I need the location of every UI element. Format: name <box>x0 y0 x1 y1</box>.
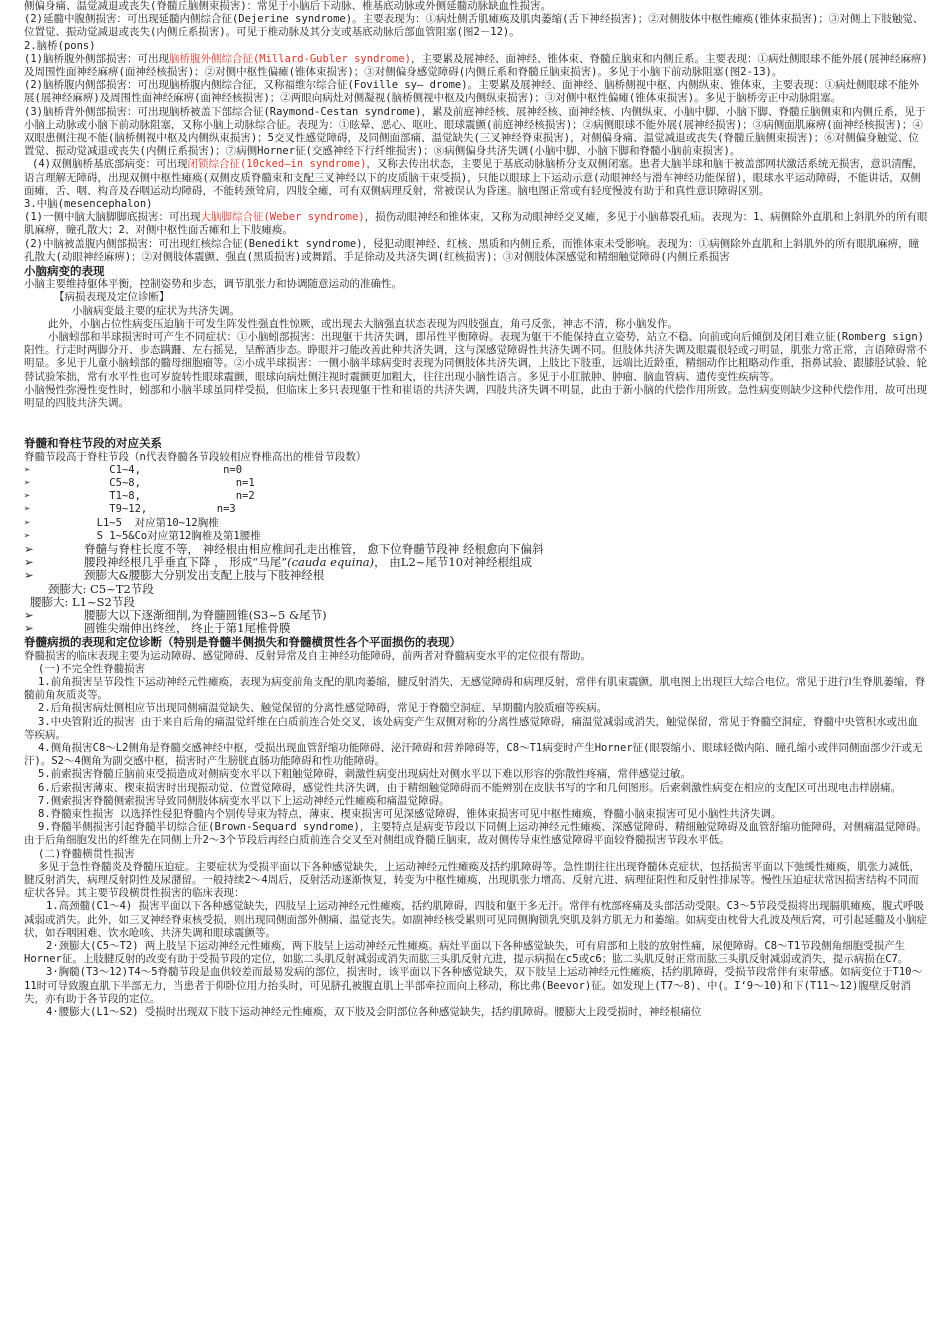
arrow-bullet-icon: ➢ <box>24 607 34 622</box>
text: (1)一侧中脑大脑脚脚底损害：可出现 <box>24 211 201 224</box>
numbered-paragraph: 2·颈膨大(C5～T2) 两上肢呈下运动神经元性瘫痪，两下肢呈上运动神经元性瘫痪。病灶平面以下各种感觉缺失，可有肩部和上肢的放射性痛，尿便障碍。C8～T1节段侧角细胞受损产生Horner征。上肢腱反射的改变有助于受损节段的定位，如肱二头肌反射减弱或消失而肱三头肌反射亢进，提示病损在c5或c6；肱二头肌反射正常而肱三头肌反射减弱或消失，提示病损在C7。 <box>24 940 909 966</box>
paragraph: (3)脑桥背外侧部损害：可出现脑桥被盖下部综合征(Raymond-Cestan syndrome)，累及前庭神经核、展神经核、面神经核、内侧纵束、小脑中脚、小脑下脚、脊髓丘脑侧束和内侧丘系，见于小脑上动脉或小脑下前动脉阻塞，又称小脑上动脉综合征。表现为：①眩晕、恶心、呕吐、眼球震颤(前庭神经核损害)；②病侧眼球不能外展(展神经损害)；③病侧面肌麻痹(面神经核损害)；④双眼患侧注视不能(脑桥侧视中枢及内侧纵束损害)；5交叉性感觉障碍，及同侧面部痛、温觉缺失(三叉神经脊束损害)，对侧偏身痛、温觉减退或丧失(脊髓丘脑侧束损害)；⑥对侧偏身触觉、位置觉、振动觉减退或丧失(内侧丘系损害)；⑦病侧Horner征(交感神经下行纤维损害)；⑧病侧偏身共济失调(小脑中脚、小脑下脚和脊髓小脑前束损害)。 <box>24 105 926 158</box>
paragraph <box>24 211 928 237</box>
paragraph: 多见于急性脊髓炎及脊髓压迫症。主要症状为受损平面以下各种感觉缺失，上运动神经元性瘫痪及括约肌障碍等。急性期往往出现脊髓休克症状，包括损害平面以下弛缓性瘫痪，肌张力减低，腱反射消失，病理反射阴性及尿潴留。一般持续2～4周后，反射活动逐渐恢复，转变为中枢性瘫痪，出现肌张力增高、反射亢进、病理征阳性和反射性排尿等。慢性压迫症状常因损害结构不同而症状各异。其主要节段横贯性损害的临床表现： <box>24 860 920 900</box>
arrow-bullet-icon: ➢ <box>24 503 31 516</box>
numbered-paragraph: 3·胸髓(T3～12)T4～5脊髓节段是血供较差而最易发病的部位，损害时，该平面以下各种感觉缺失，双下肢呈上运动神经元性瘫痪，括约肌障碍，受损节段常伴有束带感。如病变位于T10～11时可导致腹直肌下半部无力，当患者于仰卧位用力抬头时，可见脐孔被腹直肌上半部牵拉而向上移动，称比弗(Beevor)征。如发现上(T7～8)、中(。I‘9～10)和下(T11～12)腹壁反射消失，亦有助于各节段的定位。 <box>24 966 922 1005</box>
segment-n: n=1 <box>235 476 255 489</box>
segment-text: S 1~5&Co对应第12胸椎及第1腰椎 <box>96 529 261 542</box>
numbered-paragraph: 4·腰膨大(L1～S2) 受损时出现双下肢下运动神经元性瘫痪，双下肢及会阴部位各种感觉缺失，括约肌障碍。腰膨大上段受损时，神经根痛位 <box>46 1006 702 1019</box>
segment-text: L1~5 对应第10~12胸椎 <box>96 516 219 529</box>
section-heading: 3.中脑(mesencephalon) <box>24 198 153 211</box>
segment-label: T1~8, <box>109 490 141 503</box>
numbered-paragraph: 2.后角损害病灶侧相应节出现同侧痛温觉缺失、触觉保留的分离性感觉障碍，常见于脊髓空洞症、早期髓内胶质瘤等疾病。 <box>38 702 608 715</box>
paragraph: 小脑慢性弥漫性变性时，蚓部和小脑半球虽同样受损，但临床上多只表现躯干性和崔语的共济失调，四肢共济失调不明显，此由于新小脑的代偿作用所致。急性病变则缺少这种代偿作用，故可出现明显的四肢共济失调。 <box>24 383 927 410</box>
sub-heading: 【病损表现及定位诊断】 <box>54 291 170 304</box>
text: 脊髓与脊柱长度不等， 神经根由相应椎间孔走出椎管， 愈下位脊髓节段神 经根愈向下偏斜 <box>84 541 544 556</box>
numbered-paragraph: 5.前索损害脊髓丘脑前束受损造成对侧病变水平以下粗触觉障碍，刺激性病变出现病灶对侧水平以下难以形容的弥散性疼痛，常伴感觉过敏。 <box>38 768 692 781</box>
segment-n: n=3 <box>216 503 236 516</box>
paragraph: 小脑主要维持躯体平衡，控制姿势和步态，调节肌张力和协调随意运动的准确性。 <box>24 278 402 291</box>
highlight-term: 脑桥腹外侧综合征(Millard-Gubler syndrome) <box>168 52 412 65</box>
paragraph: 此外，小脑占位性病变压迫脑干可发生阵发性强直性惊厥，或出现去大脑强直状态表现为四肢强直，角弓反张，神志不清，称小脑发作。 <box>48 317 678 330</box>
text: 腰膨大以下逐渐细削,为脊髓圆锥(S3~5 &尾节) <box>84 607 327 622</box>
arrow-bullet-icon: ➢ <box>24 529 31 542</box>
numbered-paragraph: 7.侧索损害脊髓侧索损害导致同侧肢体病变水平以下上运动神经元性瘫痪和痛温觉障碍。 <box>38 794 450 807</box>
highlight-term: 大脑脚综合征(Weber syndrome) <box>200 211 365 224</box>
enlargement-line: 腰膨大: L1~S2节段 <box>30 594 135 609</box>
paragraph: (2)中脑被盖腹内侧部损害：可出现红核综合征(Benedikt syndrome)，侵犯动眼神经、红核、黑质和内侧丘系，而锥体束未受影响。表现为：①病侧除外直肌和上斜肌外的所有眼肌麻痹，瞳孔散大(动眼神经麻痹)；②对侧肢体震颤、强直(黑质损害)或舞蹈、手足徐动及共济失调(红核损害)；③对侧肢体深感觉和精细触觉障碍(内侧丘系损害 <box>24 237 920 263</box>
numbered-paragraph: 1.前角损害呈节段性下运动神经元性瘫痪，表现为病变前角支配的肌肉萎缩，腱反射消失，无感觉障碍和病理反射，常伴有肌束震颤，肌电图上出现巨大综合电位。常见于进行Ⅰ生脊肌萎缩，脊髓前角灰质炎等。 <box>24 675 926 702</box>
numbered-paragraph: 4.侧角损害C8～L2侧角是脊髓交感神经中枢，受损出现血管舒缩功能障碍、泌汗障碍和营养障碍等，C8～T1病变时产生Horner征(眼裂缩小、眼球轻微内陷、瞳孔缩小或伴同侧面部少汗或无汗)。S2～4侧角为副交感中枢，损害时产生膀胱直肠功能障碍和性功能障碍。 <box>24 741 923 768</box>
paragraph: 脊髓损害的临床表现主要为运动障碍、感觉障碍、反射异常及自主神经功能障碍，前两者对脊髓病变水平的定位很有帮助。 <box>24 649 591 662</box>
numbered-paragraph: 6.后索损害薄束、楔束损害时出现振动觉、位置觉障碍，感觉性共济失调，由于精细触觉障碍而不能辨别在皮肤书写的字和几何图形。后索刺激性病变在相应的支配区可出现电击样剧痛。 <box>38 781 902 794</box>
paragraph: 小脑蚓部和半球损害时可产生不同症状：①小脑蚓部损害：出现躯干共济失调，即吊性平衡障碍。表现为躯干不能保持直立姿势，站立不稳、向前或向后倾倒及闭目难立征(Romberg sign)阳性。行走时两脚分开、步态蹒跚、左右摇晃，呈醉酒步态。睁眼并刁能改善此种共济失调，这与深感觉障碍性共济失调不同。但肢体共济失调及眼震很轻或刁明显，肌张力常正常，言语障碍常不明显。多见于儿童小脑蚓部的髓母细胞瘤等。②小成半球损害：一侧小脑半球病变时表现为同侧肢体共济失调，上肢比下肢重，远端比近龄重，精细动作比粗略动作重，指鼻试验、跟膝胫试验、轮替试验笨拙，常有水平性也可岁旋转性眼球震颤，眼球向病灶侧注视时震颤更加粗大，往往出现小脑性语言。多见于小肛脓肿、肿瘤、脑血管病、遗传变性疾病等。 <box>24 331 927 383</box>
arrow-bullet-icon: ➢ <box>24 555 34 570</box>
list-item <box>24 517 928 530</box>
arrow-bullet-icon: ➢ <box>24 568 34 583</box>
paragraph: (2)延髓中腹侧损害：可出现延髓内侧综合征(Dejerine syndrome)。主要表现为：①病灶侧舌肌瘫痪及肌肉萎缩(舌下神经损害)；②对侧肢体中枢性瘫痪(锥体束损害)；③对侧上下肢触觉、位置觉、振动觉减退或丧失(内侧丘系损害)。可见于椎动脉及其分支或基底动脉后部血管阻塞(图2－12)。 <box>24 13 924 39</box>
paragraph <box>24 158 928 198</box>
text: ，主要累及展神经、面神经、锥体束、脊髓丘脑束和内侧丘系。主要表现：①病灶侧眼球不能外展(展神经麻痹)及周围性面神经麻痹(面神经核损害)；②对侧中枢性偏瘫(锥体束损害)；③对侧偏身感觉障碍(内侧丘系和脊髓丘脑束损害)。多见于小脑下前动脉阻塞(图2-13)。 <box>24 52 928 79</box>
arrow-bullet-icon: ➢ <box>24 463 31 476</box>
list-item <box>24 622 928 635</box>
paragraph <box>24 53 928 79</box>
list-item <box>24 464 928 477</box>
section-title: 脊髓和脊柱节段的对应关系 <box>24 436 162 451</box>
paragraph: 小脑病变最主要的症状为共济失调。 <box>72 304 240 317</box>
segment-list <box>24 464 928 636</box>
latin-term: (cauda equina) <box>287 555 375 570</box>
section-title: 脊髓病损的表现和定位诊断（特别是脊髓半侧损失和脊髓横贯性各个平面损伤的表现） <box>24 635 461 650</box>
text: ， 由L2~尾节10对神经根组成 <box>374 555 533 570</box>
paragraph: 脊髓节段高于脊柱节段（n代表脊髓各节段较相应脊椎高出的椎骨节段数） <box>24 450 367 463</box>
arrow-bullet-icon: ➢ <box>24 476 31 489</box>
text: (1)脑桥腹外侧部损害：可出现 <box>24 52 169 65</box>
numbered-paragraph: 3.中央管附近的损害 由于来自后角的痛温觉纤维在白质前连合处交叉，该处病变产生双侧对称的分离性感觉障碍，痛温觉减弱或消失，触觉保留，常见于脊髓空洞症，脊髓中央管积水或出血等疾病。 <box>24 715 918 741</box>
list-item <box>24 503 928 516</box>
text: ，又称去传出状态，主要见于基底动脉脑桥分支双侧闭塞。患者大脑半球和脑干被盖部网状激活系统无损害，意识清醒，语言理解无障碍，出现双侧中枢性瘫痪(双侧皮质脊髓束和支配三叉神经以下的皮质脑干束受损)，只能以眼球上下运动示意(动眼神经与滑车神经功能保留)，眼球水平运动障碍，不能讲话，双侧面瘫，舌、咽、构音及吞咽运动均障碍，不能转颈耸肩，四肢全瘫，可有双侧病理反射，常被误认为昏迷。脑电图正常或有轻度慢波有助于和真性意识障碍区别。 <box>24 158 923 197</box>
highlight-term: 闭锁综合征(10cked—in syndrome) <box>187 158 367 171</box>
text: ，损伤动眼神经和锥体束，又称为动眼神经交叉瘫，多见于小脑幕裂孔疝。表现为：1、病侧除外直肌和上斜肌外的所有眼肌麻痹，瞳孔散大；2、对侧中枢性面舌瘫和上下肢瘫痪。 <box>24 211 928 237</box>
arrow-bullet-icon: ➢ <box>24 490 31 503</box>
segment-label: C1~4, <box>109 463 141 476</box>
paragraph: 侧偏身痛、温觉减退或丧失(脊髓丘脑侧束损害)：常见于小脑后下动脉、椎基底动脉或外侧延髓动脉缺血性损害。 <box>24 0 552 12</box>
list-item <box>24 569 928 582</box>
paragraph: (2)脑桥腹内侧部损害：可出现脑桥腹内侧综合征，又称福维尔综合征(Foville sy— drome)。主要累及展神经、面神经、脑桥侧视中枢、内侧纵束、锥体束，主要表现：①病灶侧眼球不能外展(展神经麻痹)及周围性面神经麻痹(面神经核损害)；②两眼向病灶对侧凝视(脑桥侧视中枢及内侧纵束损害)；③对侧中枢性偏瘫(锥体束损害)。多见于脑桥旁正中动脉阻塞。 <box>24 79 920 105</box>
text: (4)双侧脑桥基底部病变：可出现 <box>32 158 188 171</box>
sub-heading: (一)不完全性脊髓损害 <box>38 662 146 675</box>
list-item <box>24 490 928 503</box>
section-heading: 2.脑桥(pons) <box>24 39 96 52</box>
segment-n: n=2 <box>235 490 255 503</box>
segment-label: C5~8, <box>109 476 141 489</box>
text: 圆锥尖端伸出终丝， 终止于第1尾椎骨膜 <box>84 621 291 636</box>
enlargement-line: 颈膨大: C5~T2节段 <box>48 581 154 596</box>
arrow-bullet-icon: ➢ <box>24 541 34 556</box>
list-item <box>24 477 928 490</box>
numbered-paragraph: 8.脊髓束性损害 以选择性侵犯脊髓内个别传导束为特点，薄束、楔束损害可见深感觉障碍，锥体束损害可见中枢性瘫痪，脊髓小脑束损害可见小脑性共济失调。 <box>38 807 782 820</box>
section-title: 小脑病变的表现 <box>24 264 105 279</box>
arrow-bullet-icon: ➢ <box>24 516 31 529</box>
segment-label: T9~12, <box>109 503 148 516</box>
arrow-bullet-icon: ➢ <box>24 621 34 636</box>
sub-heading: (二)脊髓横贯性损害 <box>38 847 135 860</box>
numbered-paragraph: 9.脊髓半侧损害引起脊髓半切综合征(Brown-Sequard syndrome)，主要特点是病变节段以下同侧上运动神经元性瘫痪、深感觉障碍、精细触觉障碍及血管舒缩功能障碍，对侧痛温觉障碍。由于后角细胞发出的纤维先在同侧上升2～3个节段后再经白质前连合交叉至对侧组成脊髓丘脑束，故对侧传导束性感觉障碍平面较脊髓损害节段水平低。 <box>24 821 927 847</box>
segment-n: n=0 <box>223 463 243 476</box>
numbered-paragraph: 1.高颈髓(C1～4) 损害平面以下各种感觉缺失，四肢呈上运动神经元性瘫痪，括约肌障碍，四肢和躯干多无汗。常伴有枕部疼痛及头部活动受限。C3～5节段受损将出现膈肌瘫痪，腹式呼吸减弱或消失。此外，如三叉神经脊束核受损，则出现同侧面部外侧痛、温觉丧失。如副神经核受累则可见同侧胸锁乳突肌及斜方肌无力和萎缩。如病变由枕骨大孔波及颅后窝，可引起延髓及小脑症状，如吞咽困难、饮水呛咳、共济失调和眼球震颤等。 <box>24 900 927 939</box>
text: 颈膨大&腰膨大分别发出支配上肢与下肢神经根 <box>84 568 325 583</box>
text: 腰段神经根几乎垂直下降 ， 形成“马尾” <box>84 555 288 570</box>
